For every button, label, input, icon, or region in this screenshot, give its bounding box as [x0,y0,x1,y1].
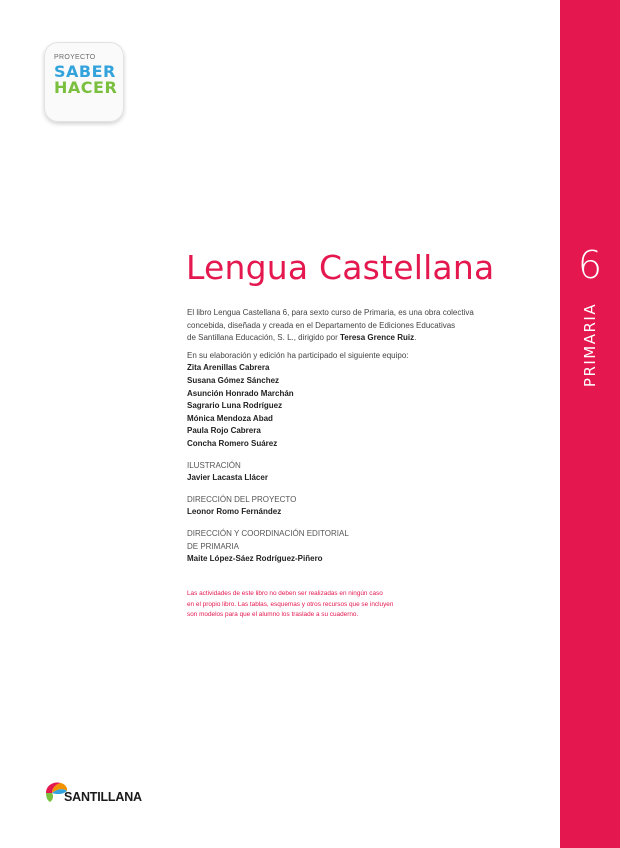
team-member: Susana Gómez Sánchez [187,375,280,385]
team-member: Sagrario Luna Rodríguez [187,401,283,411]
team-heading: En su elaboración y edición ha participado el siguiente equipo: [187,350,409,360]
intro-line-3-text: de Santillana Educación, S. L., dirigido por [187,333,340,343]
team-member: Zita Arenillas Cabrera [187,363,270,373]
usage-note [187,589,487,621]
logo-line-3: HACER [54,78,118,97]
grade-number: 6 [577,243,603,287]
editorial-direction-heading-2: DE PRIMARIA [187,541,240,551]
note-line-2: en el propio libro. Las tablas, esquemas y otros recursos que se incluyen [187,600,394,608]
project-direction-heading: DIRECCIÓN DEL PROYECTO [187,494,297,504]
project-director-name: Leonor Romo Fernández [187,507,282,517]
logo-line-2: SABER [54,62,116,81]
level-label: PRIMARIA [581,302,599,388]
intro-line-2: concebida, diseñada y creada en el Departamento de Ediciones Educativas [187,320,456,330]
team-member: Paula Rojo Cabrera [187,426,261,436]
intro-line-3-end: . [414,333,417,343]
book-title: Lengua Castellana [186,248,495,287]
team-member: Asunción Honrado Marchán [187,388,294,398]
note-line-3: son modelos para que el alumno los traslade a su cuaderno. [187,611,359,618]
publisher-logo [44,779,164,807]
team-member: Mónica Mendoza Abad [187,413,273,423]
note-line-1: Las actividades de este libro no deben ser realizadas en ningún caso [187,590,383,597]
publisher-name: SANTILLANA [64,790,142,804]
intro-line-3 [187,332,527,345]
intro-line-1: El libro Lengua Castellana 6, para sexto curso de Primaria, es una obra colectiva [187,308,474,317]
illustrator-name: Javier Lacasta Llácer [187,473,268,483]
editorial-direction-heading-1: DIRECCIÓN Y COORDINACIÓN EDITORIAL [187,528,349,538]
logo-line-1: PROYECTO [54,54,96,61]
credits-block [187,307,527,566]
editorial-director-name: Maite López-Sáez Rodríguez-Piñero [187,554,323,564]
director-name: Teresa Grence Ruiz [339,333,415,343]
illustration-heading: ILUSTRACIÓN [187,460,241,470]
edition-sidebar [560,0,620,848]
team-member: Concha Romero Suárez [187,438,278,448]
saber-hacer-logo [44,42,124,122]
